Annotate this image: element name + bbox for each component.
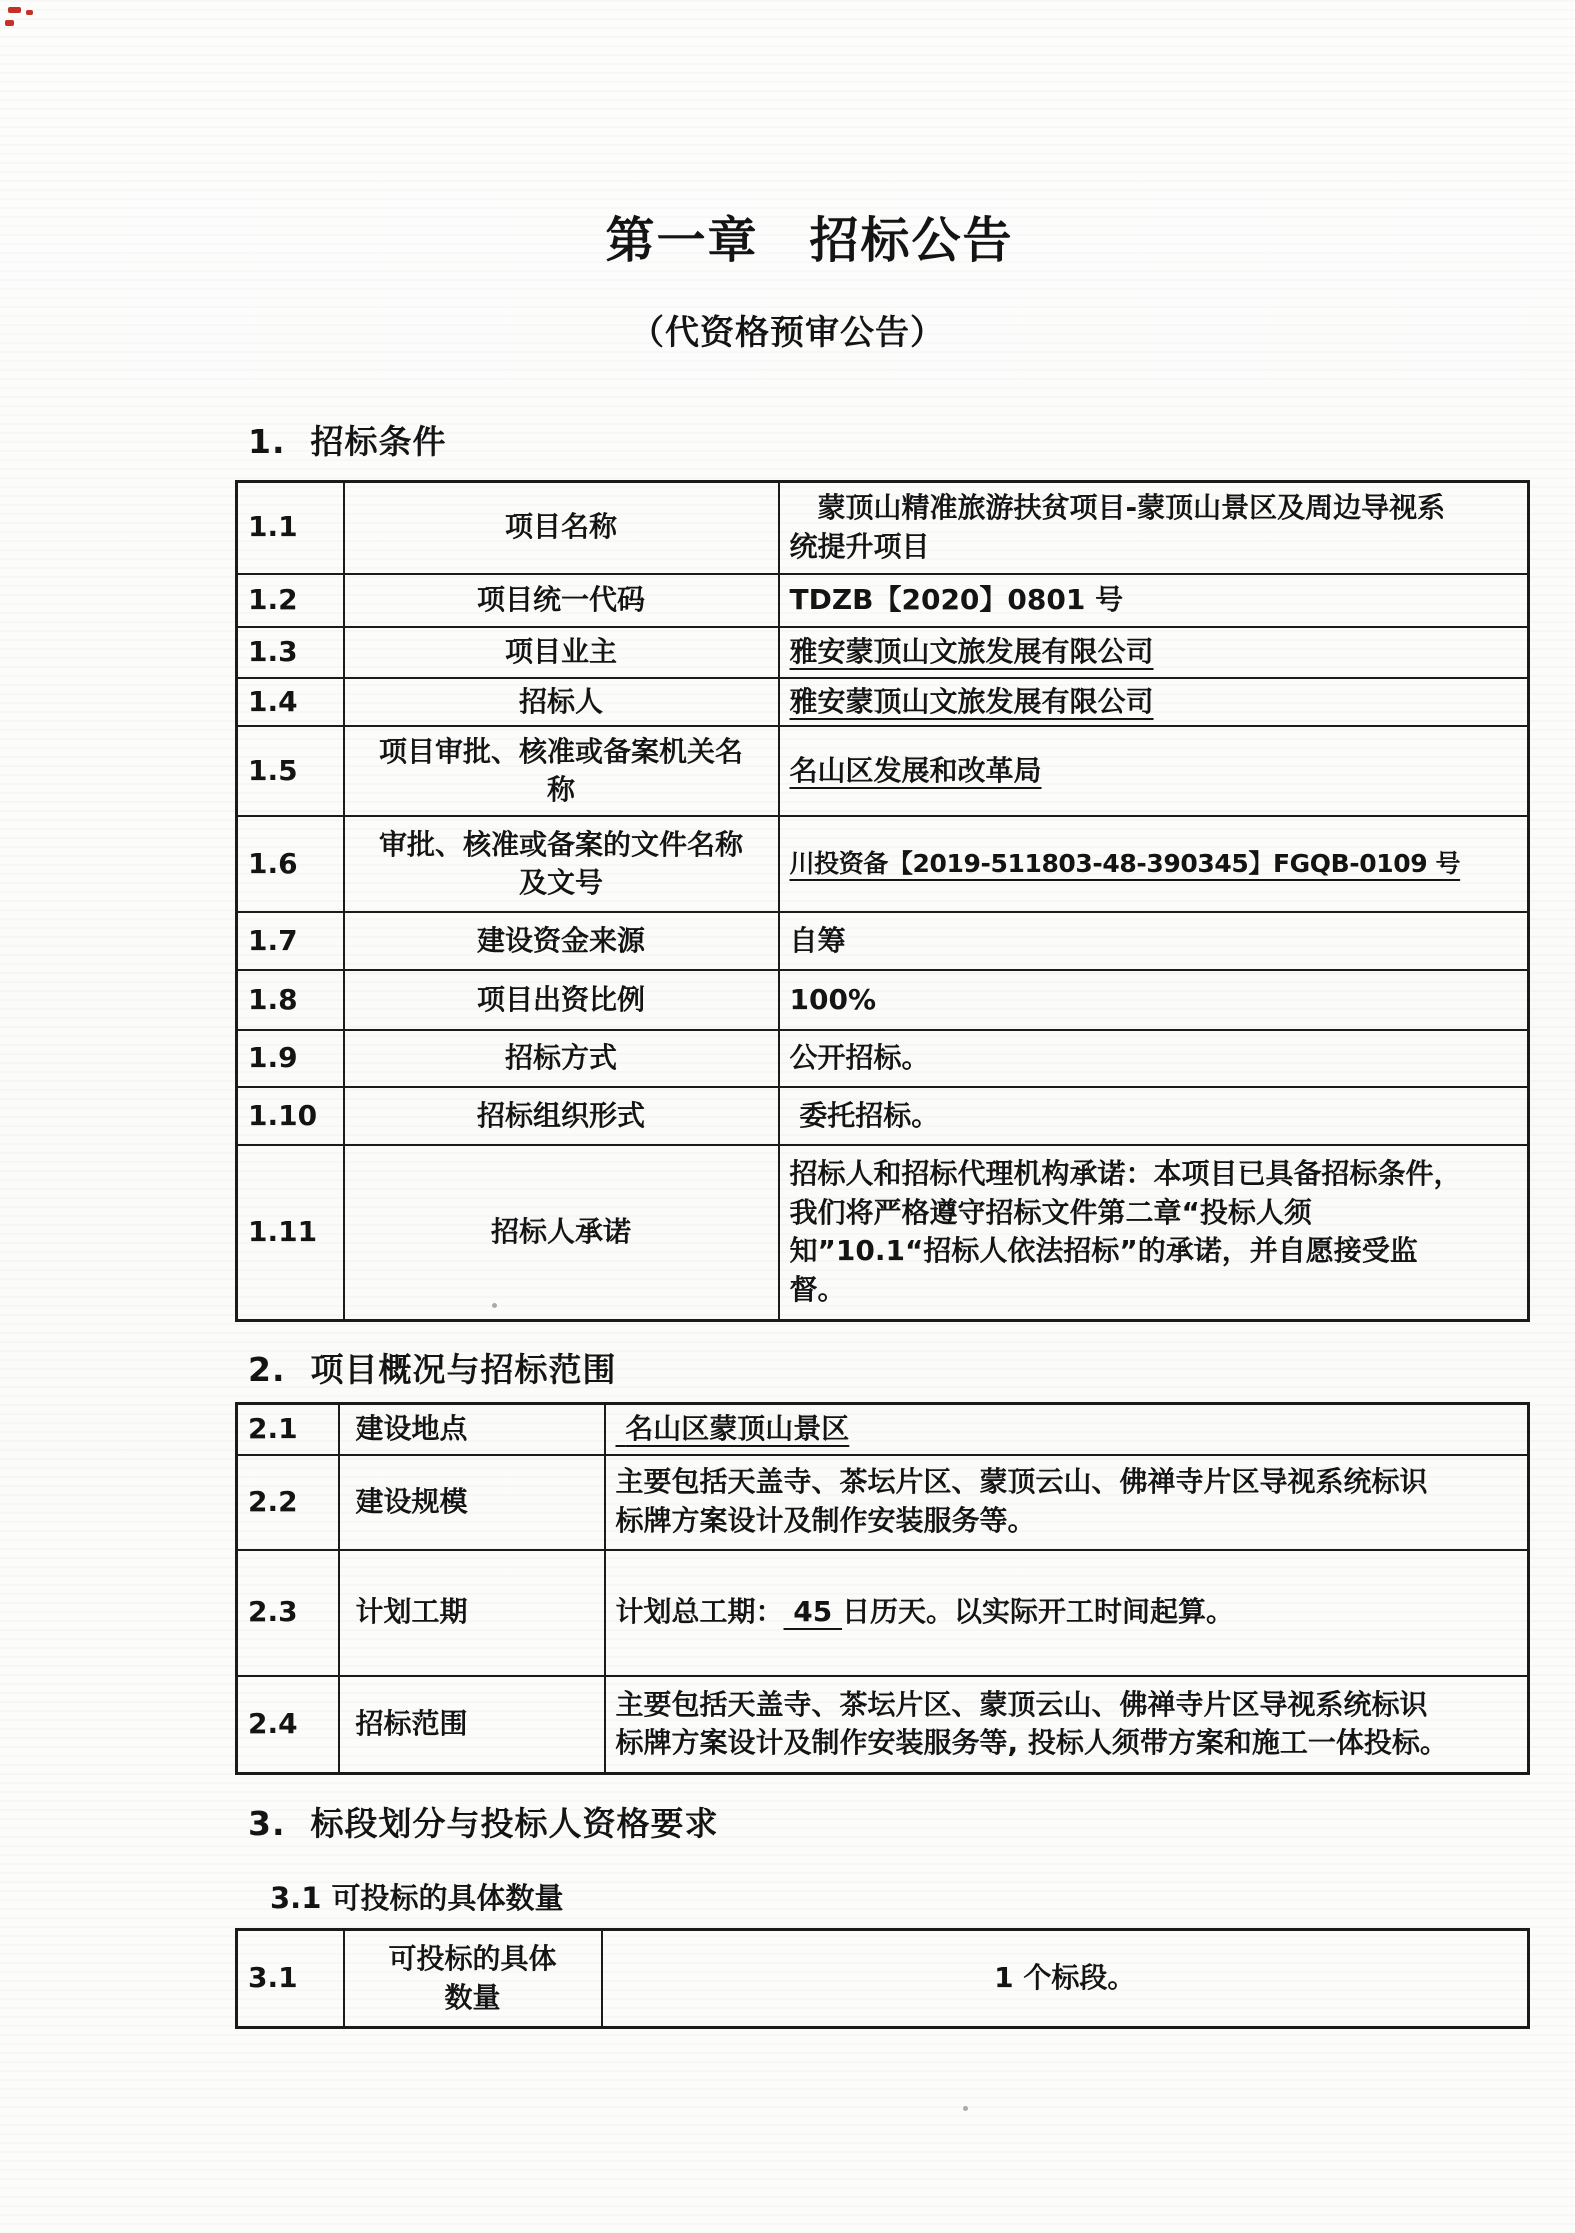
row-number-cell: 1.4 xyxy=(237,678,344,727)
row-number-cell: 2.3 xyxy=(237,1550,339,1676)
table-row xyxy=(237,912,1529,970)
chapter-subtitle: （代资格预审公告） xyxy=(630,313,945,353)
field-label-cell: 建设规模 xyxy=(339,1455,605,1550)
section-2-heading: 2. 项目概况与招标范围 xyxy=(248,1350,617,1389)
project-overview-table xyxy=(235,1402,1530,1775)
row-number-cell: 1.5 xyxy=(237,726,344,816)
table-row xyxy=(237,678,1529,727)
section-3-heading: 3. 标段划分与投标人资格要求 xyxy=(248,1804,719,1843)
value-part: 45 xyxy=(783,1595,842,1629)
scan-speck xyxy=(963,2106,968,2111)
field-label-cell: 项目业主 xyxy=(344,627,779,678)
field-value-cell: 委托招标。 xyxy=(779,1087,1529,1145)
field-label-cell: 项目名称 xyxy=(344,482,779,574)
row-number-cell: 1.9 xyxy=(237,1030,344,1087)
table-row xyxy=(237,1930,1529,2028)
field-label-cell: 项目审批、核准或备案机关名 称 xyxy=(344,726,779,816)
field-value-cell: 名山区蒙顶山景区 xyxy=(605,1404,1529,1455)
value-part: 日历天。以实际开工时间起算。 xyxy=(841,1595,1234,1629)
field-value-cell: 自筹 xyxy=(779,912,1529,970)
table-row xyxy=(237,1087,1529,1145)
field-label-cell: 招标人 xyxy=(344,678,779,727)
row-number-cell: 1.3 xyxy=(237,627,344,678)
field-value-cell xyxy=(605,1550,1529,1676)
field-value-cell: 川投资备【2019-511803-48-390345】FGQB-0109 号 xyxy=(779,816,1529,912)
field-label-cell: 可投标的具体 数量 xyxy=(344,1930,602,2028)
row-number-cell: 2.1 xyxy=(237,1404,339,1455)
tender-conditions-table xyxy=(235,480,1530,1322)
table-row xyxy=(237,816,1529,912)
field-label-cell: 建设资金来源 xyxy=(344,912,779,970)
row-number-cell: 1.8 xyxy=(237,970,344,1030)
field-value-cell: TDZB【2020】0801 号 xyxy=(779,574,1529,627)
field-value-cell: 雅安蒙顶山文旅发展有限公司 xyxy=(779,627,1529,678)
row-number-cell: 1.7 xyxy=(237,912,344,970)
table-row xyxy=(237,1550,1529,1676)
field-value-cell: 主要包括天盖寺、茶坛片区、蒙顶云山、佛禅寺片区导视系统标识 标牌方案设计及制作安装服务等。 xyxy=(605,1455,1529,1550)
table-row xyxy=(237,1455,1529,1550)
table-row xyxy=(237,1145,1529,1320)
field-value-cell: 蒙顶山精准旅游扶贫项目-蒙顶山景区及周边导视系 统提升项目 xyxy=(779,482,1529,574)
row-number-cell: 2.4 xyxy=(237,1676,339,1774)
row-number-cell: 1.6 xyxy=(237,816,344,912)
field-label-cell: 招标组织形式 xyxy=(344,1087,779,1145)
field-label-cell: 计划工期 xyxy=(339,1550,605,1676)
section-1-heading: 1. 招标条件 xyxy=(248,422,447,461)
field-label-cell: 审批、核准或备案的文件名称 及文号 xyxy=(344,816,779,912)
field-label-cell: 项目统一代码 xyxy=(344,574,779,627)
table-row xyxy=(237,1404,1529,1455)
row-number-cell: 1.11 xyxy=(237,1145,344,1320)
table-row xyxy=(237,726,1529,816)
field-label-cell: 招标方式 xyxy=(344,1030,779,1087)
field-value-cell: 招标人和招标代理机构承诺：本项目已具备招标条件， 我们将严格遵守招标文件第二章“投标人须 知”10.1“招标人依法招标”的承诺，并自愿接受监 督。 xyxy=(779,1145,1529,1320)
field-value-cell: 雅安蒙顶山文旅发展有限公司 xyxy=(779,678,1529,727)
row-number-cell: 3.1 xyxy=(237,1930,344,2028)
field-label-cell: 建设地点 xyxy=(339,1404,605,1455)
field-label-cell: 项目出资比例 xyxy=(344,970,779,1030)
field-value-cell: 公开招标。 xyxy=(779,1030,1529,1087)
row-number-cell: 1.1 xyxy=(237,482,344,574)
row-number-cell: 1.2 xyxy=(237,574,344,627)
row-number-cell: 1.10 xyxy=(237,1087,344,1145)
field-value-cell: 100% xyxy=(779,970,1529,1030)
table-row xyxy=(237,627,1529,678)
field-value-cell: 主要包括天盖寺、茶坛片区、蒙顶云山、佛禅寺片区导视系统标识 标牌方案设计及制作安装服务等, 投标人须带方案和施工一体投标。 xyxy=(605,1676,1529,1774)
table-row xyxy=(237,1030,1529,1087)
scan-artifact-red xyxy=(8,7,21,13)
table-row xyxy=(237,1676,1529,1774)
scan-artifact-red xyxy=(26,10,33,15)
table-row xyxy=(237,574,1529,627)
field-value-cell: 名山区发展和改革局 xyxy=(779,726,1529,816)
chapter-title: 第一章 招标公告 xyxy=(605,212,1014,269)
table-row xyxy=(237,482,1529,574)
scan-artifact-red xyxy=(5,20,14,26)
section-3-1-subheading: 3.1 可投标的具体数量 xyxy=(270,1881,564,1915)
table-row xyxy=(237,970,1529,1030)
field-value-cell: 1 个标段。 xyxy=(602,1930,1529,2028)
row-number-cell: 2.2 xyxy=(237,1455,339,1550)
bid-quantity-table xyxy=(235,1928,1530,2029)
field-label-cell: 招标范围 xyxy=(339,1676,605,1774)
value-part: 计划总工期： xyxy=(615,1595,784,1629)
field-label-cell: 招标人承诺 xyxy=(344,1145,779,1320)
